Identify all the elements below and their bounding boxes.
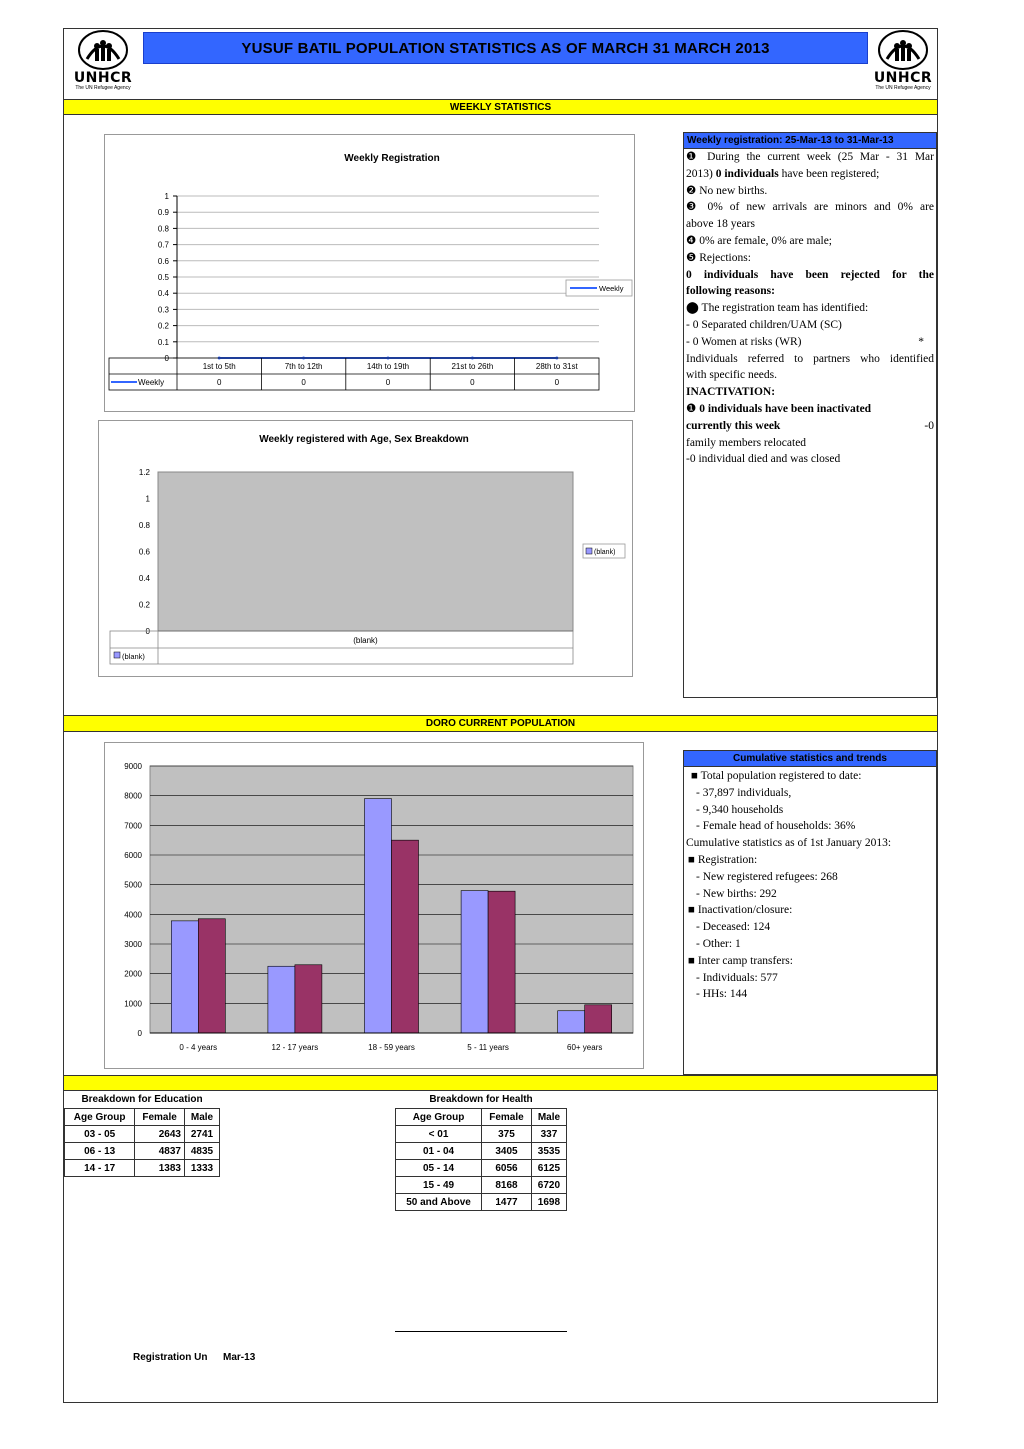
cumulative-line: ■ Inter camp transfers:: [688, 954, 793, 967]
table-row: [396, 1143, 567, 1160]
table-cell: 6720: [531, 1177, 566, 1194]
health-caption: Breakdown for Health: [429, 1094, 533, 1105]
cumulative-panel-title: Cumulative statistics and trends: [684, 751, 936, 767]
weekly-p14: -0 individual died and was closed: [686, 453, 841, 466]
header-cell: Male: [531, 1109, 566, 1126]
health-breakdown: [395, 1092, 567, 1211]
x-category-label: 1st to 5th: [202, 362, 236, 371]
bar: [558, 1011, 585, 1033]
cumulative-line: - 37,897 individuals,: [696, 786, 792, 799]
plot-area: [158, 472, 573, 631]
x-tick-label: 12 - 17 years: [271, 1043, 319, 1052]
y-tick-label: 1000: [124, 999, 142, 1009]
table-cell: 1383: [135, 1160, 185, 1177]
bar: [392, 840, 419, 1033]
x-category-label: 14th to 19th: [366, 362, 410, 371]
table-cell: 8168: [482, 1177, 532, 1194]
table-cell: 375: [482, 1126, 532, 1143]
table-header-row: [396, 1109, 567, 1126]
weekly-registration-panel: [683, 132, 937, 698]
table-row: [65, 1160, 220, 1177]
weekly-p12c: -0: [924, 419, 934, 432]
table-cell: 3535: [531, 1143, 566, 1160]
legend-swatch: [586, 548, 592, 554]
weekly-p10b: with specific needs.: [686, 369, 778, 382]
table-cell: 4835: [184, 1143, 219, 1160]
logo-left-name: UNHCR: [73, 70, 133, 86]
education-table: [64, 1108, 220, 1177]
weekly-p6a-line: [686, 267, 934, 284]
table-cell: 1477: [482, 1194, 532, 1211]
weekly-p1a-line: [686, 149, 934, 166]
table-cell: 2741: [184, 1126, 219, 1143]
bar: [488, 891, 515, 1033]
y-tick-label: 0.7: [157, 240, 169, 250]
unhcr-logo-right: [864, 29, 942, 99]
header-cell: Age Group: [396, 1109, 482, 1126]
weekly-p9: - 0 Women at risks (WR): [686, 335, 802, 348]
y-tick-label: 0: [137, 1029, 142, 1038]
chart-title: Weekly registered with Age, Sex Breakdown: [259, 434, 469, 445]
table-legend-swatch: [114, 652, 120, 658]
cumulative-line: - Deceased: 124: [696, 921, 771, 934]
y-tick-label: 0.5: [157, 273, 169, 282]
y-tick-label: 0.6: [138, 547, 150, 557]
data-table-value: 0: [385, 378, 391, 387]
weekly-p12b: currently this week: [686, 419, 781, 432]
section-breakdown-bar: [64, 1075, 937, 1091]
data-table-value: 0: [554, 378, 560, 387]
weekly-p5: Rejections:: [699, 251, 751, 264]
weekly-p1b-num: 2013): [686, 167, 716, 180]
x-tick-label: 60+ years: [567, 1043, 603, 1052]
table-legend-label: (blank): [122, 652, 145, 661]
table-row: [65, 1143, 220, 1160]
section-current-population: DORO CURRENT POPULATION: [64, 715, 937, 732]
weekly-registration-svg: [105, 135, 636, 413]
weekly-panel-text: [684, 149, 936, 468]
y-tick-label: 0.2: [138, 600, 150, 610]
x-tick-label: 18 - 59 years: [368, 1043, 415, 1052]
y-tick-label: 5000: [124, 880, 142, 890]
cumulative-line: ■ Inactivation/closure:: [688, 904, 793, 917]
y-tick-label: 0.9: [157, 208, 169, 218]
weekly-p12b-line: [686, 418, 934, 435]
table-cell: 50 and Above: [396, 1194, 482, 1211]
weekly-p12a: 0 individuals have been inactivated: [699, 402, 872, 415]
y-tick-label: 8000: [124, 791, 142, 801]
y-tick-label: 0.1: [157, 337, 169, 347]
y-tick-label: 7000: [124, 821, 142, 831]
current-population-chart: [104, 742, 644, 1069]
table-cell: < 01: [396, 1126, 482, 1143]
section-weekly-statistics: WEEKLY STATISTICS: [64, 99, 937, 115]
cumulative-statistics-panel: [683, 750, 937, 1075]
table-cell: 6056: [482, 1160, 532, 1177]
table-row: [396, 1126, 567, 1143]
chart-title: Weekly Registration: [344, 153, 440, 164]
education-caption: Breakdown for Education: [81, 1094, 203, 1105]
cumulative-line: Cumulative statistics as of 1st January 2013:: [686, 837, 892, 850]
weekly-p1a: During the current week (25 Mar - 31 Mar: [707, 151, 934, 163]
data-table-value: 0: [301, 378, 306, 387]
num-2-icon: ❷: [686, 184, 697, 197]
data-table-value: 0: [470, 378, 475, 387]
x-tick-label: 0 - 4 years: [179, 1043, 218, 1052]
cumulative-line: - New births: 292: [696, 887, 777, 900]
y-tick-label: 0.2: [157, 321, 169, 331]
weekly-p7-line: [686, 300, 934, 317]
weekly-p6b-line: [686, 283, 934, 300]
unhcr-emblem-icon: [875, 29, 931, 71]
header-cell: Age Group: [65, 1109, 135, 1126]
y-tick-label: 0.8: [138, 521, 150, 530]
bar: [585, 1005, 612, 1033]
cumulative-line: ■ Registration:: [688, 853, 758, 866]
weekly-p2-line: [686, 183, 934, 200]
age-sex-breakdown-svg: [99, 421, 634, 678]
unhcr-logo-left: [64, 29, 142, 99]
bar: [198, 919, 225, 1033]
footer: [133, 1352, 255, 1363]
y-tick-label: 3000: [124, 940, 142, 949]
header-cell: Male: [184, 1109, 219, 1126]
weekly-p7: The registration team has identified:: [701, 302, 869, 315]
table-row: [65, 1126, 220, 1143]
legend-label: Weekly: [599, 284, 624, 293]
table-cell: 03 - 05: [65, 1126, 135, 1143]
weekly-p2: No new births.: [699, 184, 768, 197]
weekly-p3b: above 18 years: [686, 218, 755, 231]
weekly-p12a-line: [686, 401, 934, 418]
data-table-frame: [110, 631, 573, 664]
x-category-label: (blank): [353, 636, 378, 645]
cumulative-line: - HHs: 144: [696, 988, 748, 1001]
weekly-p9-mark: *: [918, 335, 924, 348]
num-5-icon: ❺: [686, 251, 697, 264]
table-cell: 1333: [184, 1160, 219, 1177]
footer-date: Mar-13: [223, 1352, 256, 1363]
num-1-icon: ❶: [686, 402, 697, 415]
weekly-p11: INACTIVATION:: [686, 386, 776, 399]
x-tick-label: 5 - 11 years: [467, 1043, 509, 1052]
weekly-p1b-rest: have been registered;: [778, 167, 880, 180]
weekly-p4: 0% are female, 0% are male;: [699, 234, 832, 247]
bar: [461, 891, 488, 1033]
y-tick-label: 1: [145, 494, 150, 504]
weekly-registration-chart: [104, 134, 635, 412]
logo-right-subtitle: The UN Refugee Agency: [875, 85, 931, 91]
table-cell: 6125: [531, 1160, 566, 1177]
y-tick-label: 0.3: [157, 305, 169, 315]
x-category-label: 28th to 31st: [535, 362, 578, 371]
filled-circle-icon: ⬤: [686, 302, 699, 315]
cumulative-line: - New registered refugees: 268: [696, 870, 838, 883]
weekly-p9-line: [686, 334, 934, 351]
y-tick-label: 0.4: [157, 289, 169, 299]
weekly-p8: - 0 Separated children/UAM (SC): [686, 318, 842, 331]
table-header-row: [65, 1109, 220, 1126]
y-tick-label: 0.6: [157, 256, 169, 266]
page-title: YUSUF BATIL POPULATION STATISTICS AS OF MARCH 31 MARCH 2013: [143, 32, 868, 64]
x-category-label: 7th to 12th: [284, 362, 323, 371]
y-tick-label: 6000: [124, 851, 142, 860]
num-3-icon: ❸: [686, 201, 701, 214]
bar: [365, 799, 392, 1033]
weekly-p6a: 0 individuals have been rejected for the: [686, 268, 934, 281]
y-tick-label: 0: [145, 627, 150, 636]
footer-label: Registration Un: [133, 1352, 208, 1363]
cumulative-line: ■ Total population registered to date:: [691, 770, 862, 782]
cumulative-line: - 9,340 households: [696, 803, 784, 816]
cumulative-line: - Female head of households: 36%: [696, 820, 856, 833]
cumulative-panel-text: [684, 767, 936, 1003]
health-table: [395, 1108, 567, 1211]
table-legend-label: Weekly: [138, 378, 165, 387]
table-cell: 2643: [135, 1126, 185, 1143]
weekly-p5-line: [686, 250, 934, 267]
weekly-p1b-line: [686, 166, 934, 183]
table-row: [396, 1160, 567, 1177]
education-breakdown: [64, 1092, 220, 1177]
num-4-icon: ❹: [686, 234, 697, 247]
table-cell: 15 - 49: [396, 1177, 482, 1194]
weekly-p3a-line: [686, 199, 934, 216]
table-cell: 4837: [135, 1143, 185, 1160]
signature-line: [395, 1331, 567, 1332]
y-tick-label: 2000: [124, 969, 142, 979]
table-cell: 14 - 17: [65, 1160, 135, 1177]
table-cell: 05 - 14: [396, 1160, 482, 1177]
y-tick-label: 4000: [124, 910, 142, 920]
y-tick-label: 0.4: [138, 574, 150, 583]
cumulative-line: - Other: 1: [696, 937, 741, 950]
age-sex-breakdown-chart: [98, 420, 633, 677]
weekly-p6b: following reasons:: [686, 285, 775, 298]
y-tick-label: 1: [164, 192, 169, 201]
legend-label: (blank): [594, 549, 616, 556]
bar: [171, 921, 198, 1033]
table-cell: 1698: [531, 1194, 566, 1211]
table-cell: 06 - 13: [65, 1143, 135, 1160]
logo-left-subtitle: The UN Refugee Agency: [75, 85, 131, 91]
table-cell: 337: [531, 1126, 566, 1143]
weekly-p4-line: [686, 233, 934, 250]
y-tick-label: 1.2: [138, 468, 150, 477]
weekly-p10a: Individuals referred to partners who identified: [686, 352, 934, 365]
data-table-value: 0: [216, 378, 222, 387]
weekly-p1b-bold: 0 individuals: [715, 167, 779, 180]
num-1-icon: ❶: [686, 151, 701, 163]
weekly-panel-title: Weekly registration: 25-Mar-13 to 31-Mar-13: [684, 133, 936, 149]
x-category-label: 21st to 26th: [451, 362, 494, 371]
cumulative-line: - Individuals: 577: [696, 971, 778, 984]
y-tick-label: 9000: [124, 762, 142, 771]
weekly-p3a: 0% of new arrivals are minors and 0% are: [707, 201, 935, 214]
header-cell: Female: [482, 1109, 532, 1126]
weekly-p13: family members relocated: [686, 436, 807, 449]
table-row: [396, 1177, 567, 1194]
table-row: [396, 1194, 567, 1211]
y-tick-label: 0.8: [157, 224, 169, 234]
unhcr-emblem-icon: [75, 29, 131, 71]
current-population-svg: [105, 743, 645, 1070]
table-cell: 3405: [482, 1143, 532, 1160]
logo-right-name: UNHCR: [873, 70, 933, 86]
bar: [295, 965, 322, 1033]
bar: [268, 966, 295, 1033]
weekly-p11-line: [686, 384, 934, 401]
table-cell: 01 - 04: [396, 1143, 482, 1160]
header-cell: Female: [135, 1109, 185, 1126]
y-tick-label: 0: [164, 354, 169, 363]
